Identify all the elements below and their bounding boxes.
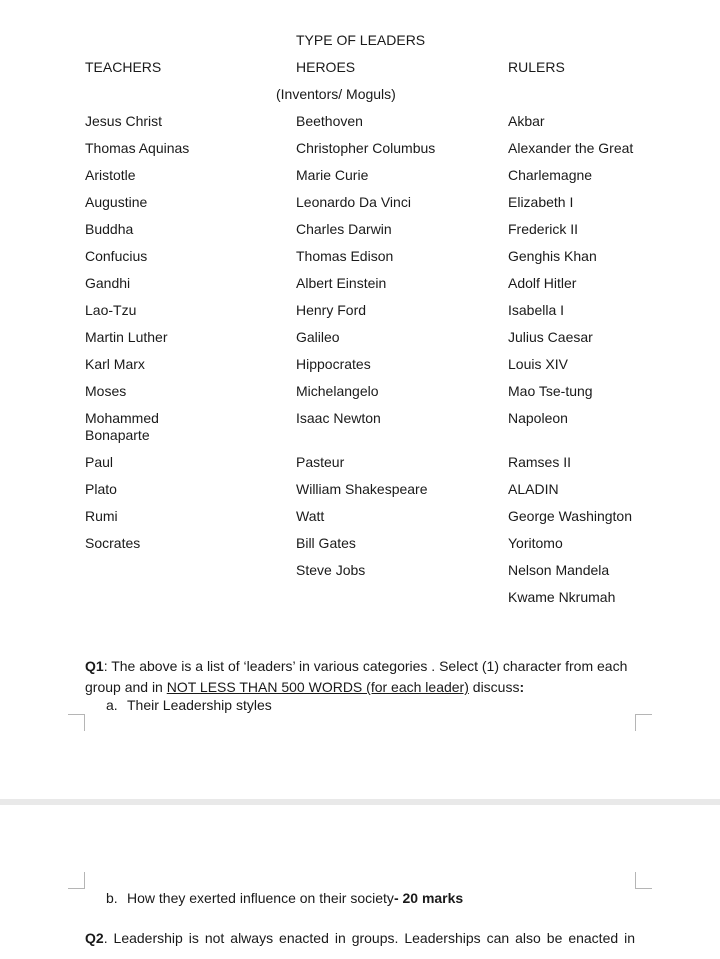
header-rulers: RULERS xyxy=(508,59,565,75)
list-item: William Shakespeare xyxy=(296,481,428,497)
list-item: Napoleon xyxy=(508,410,568,426)
list-item: Rumi xyxy=(85,508,118,524)
header-heroes: HEROES xyxy=(296,59,356,75)
table-title: TYPE OF LEADERS xyxy=(296,32,426,48)
list-item: Mao Tse-tung xyxy=(508,383,593,399)
list-item-b-text: How they exerted influence on their society xyxy=(127,890,394,906)
list-item: Julius Caesar xyxy=(508,329,593,345)
list-item: Pasteur xyxy=(296,454,345,470)
list-item: Gandhi xyxy=(85,275,131,291)
list-item: Louis XIV xyxy=(508,356,568,372)
list-item: Isaac Newton xyxy=(296,410,381,426)
list-item: Watt xyxy=(296,508,325,524)
list-item: Isabella I xyxy=(508,302,565,318)
list-item: Plato xyxy=(85,481,117,497)
question-1-underlined: NOT LESS THAN 500 WORDS (for each leader) xyxy=(166,679,469,695)
list-item: Charlemagne xyxy=(508,167,593,183)
list-item: Aristotle xyxy=(85,167,136,183)
list-item: Thomas Edison xyxy=(296,248,394,264)
list-item: Adolf Hitler xyxy=(508,275,577,291)
list-item: Karl Marx xyxy=(85,356,145,372)
question-1-colon: : xyxy=(519,679,525,695)
list-item: Nelson Mandela xyxy=(508,562,610,578)
question-2-label: Q2 xyxy=(85,930,104,946)
list-item-b-marker: b. xyxy=(106,890,118,906)
list-item: Galileo xyxy=(296,329,340,345)
list-item: Henry Ford xyxy=(296,302,367,318)
margin-corner-mark xyxy=(635,872,652,889)
list-item-b xyxy=(127,890,463,907)
list-item: Steve Jobs xyxy=(296,562,366,578)
question-1-text: : The above is a list of ‘leaders’ in various categories . Select (1) character from each group and in xyxy=(85,658,628,695)
list-item: Marie Curie xyxy=(296,167,369,183)
list-item: Bill Gates xyxy=(296,535,356,551)
question-1-label: Q1 xyxy=(85,658,104,674)
list-item: Buddha xyxy=(85,221,134,237)
list-item: Akbar xyxy=(508,113,545,129)
list-item: Hippocrates xyxy=(296,356,371,372)
list-item: Beethoven xyxy=(296,113,363,129)
list-item: Christopher Columbus xyxy=(296,140,436,156)
list-item: Moses xyxy=(85,383,127,399)
question-1-text-end: discuss xyxy=(468,679,520,695)
list-item-b-marks: - 20 marks xyxy=(393,890,464,906)
margin-corner-mark xyxy=(68,872,85,889)
question-2-text: . Leadership is not always enacted in groups. Leaderships can also be enacted in xyxy=(103,930,635,946)
list-item-a-marker: a. xyxy=(106,697,118,713)
list-item: Albert Einstein xyxy=(296,275,387,291)
question-1 xyxy=(85,656,635,698)
list-item: Yoritomo xyxy=(508,535,563,551)
list-item: Socrates xyxy=(85,535,141,551)
list-item: Augustine xyxy=(85,194,148,210)
margin-corner-mark xyxy=(68,714,85,731)
document-page-2 xyxy=(0,805,720,959)
header-subheader: (Inventors/ Moguls) xyxy=(276,86,396,102)
question-2 xyxy=(85,928,635,949)
list-item: Genghis Khan xyxy=(508,248,597,264)
margin-corner-mark xyxy=(635,714,652,731)
list-item: Frederick II xyxy=(508,221,579,237)
list-item: Confucius xyxy=(85,248,148,264)
list-item: George Washington xyxy=(508,508,632,524)
list-item: Jesus Christ xyxy=(85,113,163,129)
header-teachers: TEACHERS xyxy=(85,59,162,75)
list-item: Charles Darwin xyxy=(296,221,392,237)
list-item: Thomas Aquinas xyxy=(85,140,190,156)
list-item-a: Their Leadership styles xyxy=(127,697,272,713)
list-item: Alexander the Great xyxy=(508,140,634,156)
list-item: Martin Luther xyxy=(85,329,168,345)
list-item: Michelangelo xyxy=(296,383,379,399)
list-item: Kwame Nkrumah xyxy=(508,589,616,605)
list-item: Ramses II xyxy=(508,454,572,470)
list-item: Leonardo Da Vinci xyxy=(296,194,411,210)
list-item: Lao-Tzu xyxy=(85,302,137,318)
list-item: ALADIN xyxy=(508,481,559,497)
list-item: Mohammed Bonaparte xyxy=(85,410,159,443)
list-item: Paul xyxy=(85,454,114,470)
list-item: Elizabeth I xyxy=(508,194,574,210)
